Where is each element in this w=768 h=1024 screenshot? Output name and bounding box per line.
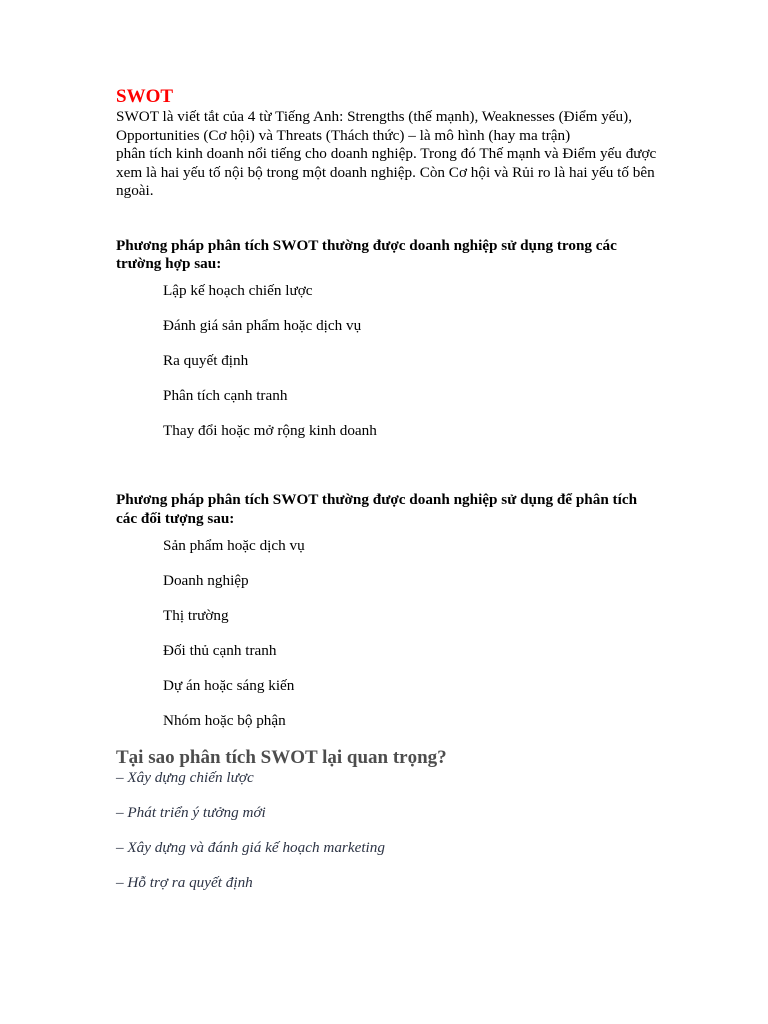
list-item: Ra quyết định bbox=[163, 351, 249, 369]
list-item: Doanh nghiệp bbox=[163, 572, 249, 589]
document-page bbox=[116, 86, 661, 892]
intro-line-2: phân tích kinh doanh nổi tiếng cho doanh nghiệp. Trong đó Thế mạnh và Điểm yếu được xem là hai yếu tố nội bộ trong một doanh nghiệp. Còn Cơ hội và Rủi ro là hai yếu tố bên ngoài. bbox=[116, 145, 657, 199]
section1-heading: Phương pháp phân tích SWOT thường được doanh nghiệp sử dụng trong các trường hợp sau: bbox=[116, 236, 617, 272]
section1-list bbox=[116, 282, 661, 441]
section3-list bbox=[116, 769, 661, 893]
list-item: – Xây dựng và đánh giá kế hoạch marketing bbox=[116, 838, 385, 856]
list-item: Sản phẩm hoặc dịch vụ bbox=[163, 537, 305, 554]
intro-paragraph bbox=[116, 108, 661, 201]
list-item: Phân tích cạnh tranh bbox=[163, 386, 288, 404]
list-item: Nhóm hoặc bộ phận bbox=[163, 712, 286, 729]
list-item: Đối thủ cạnh tranh bbox=[163, 642, 277, 659]
section2-list bbox=[116, 537, 661, 731]
list-item: Thay đổi hoặc mở rộng kinh doanh bbox=[163, 421, 377, 439]
list-item: – Hỗ trợ ra quyết định bbox=[116, 873, 253, 891]
section2-heading: Phương pháp phân tích SWOT thường được doanh nghiệp sử dụng để phân tích các đối tượng sau: bbox=[116, 491, 638, 527]
list-item: – Xây dựng chiến lược bbox=[116, 768, 254, 786]
document-title: SWOT bbox=[116, 86, 174, 107]
list-item: Dự án hoặc sáng kiến bbox=[163, 677, 295, 694]
section3-heading: Tại sao phân tích SWOT lại quan trọng? bbox=[116, 746, 447, 768]
list-item: Lập kế hoạch chiến lược bbox=[163, 281, 313, 299]
list-item: – Phát triển ý tưởng mới bbox=[116, 803, 266, 821]
list-item: Đánh giá sản phẩm hoặc dịch vụ bbox=[163, 316, 362, 334]
list-item: Thị trường bbox=[163, 607, 229, 624]
intro-line-1: SWOT là viết tắt của 4 từ Tiếng Anh: Strengths (thế mạnh), Weaknesses (Điểm yếu), Opportunities (Cơ hội) và Threats (Thách thức) – là mô hình (hay ma trận) bbox=[116, 108, 632, 144]
